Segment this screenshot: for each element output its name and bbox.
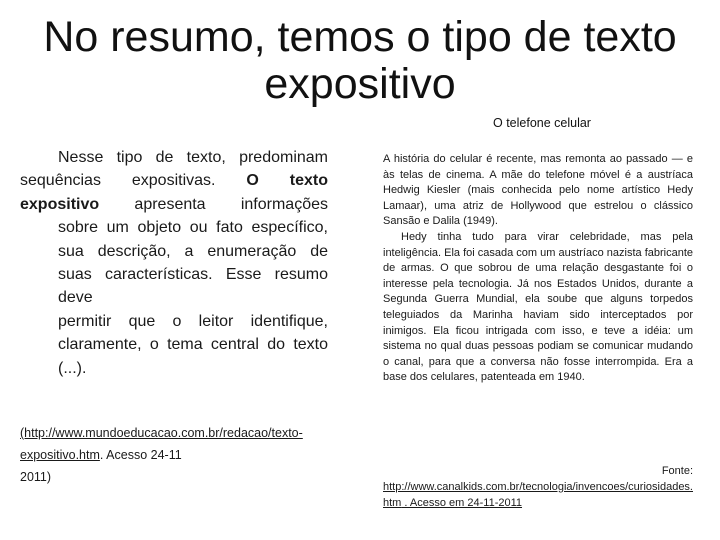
- slide-title: [0, 14, 720, 108]
- left-text-4: permitir que o leitor identifique, claramente, o tema central do texto (...).: [58, 312, 328, 377]
- subtitle: O telefone celular: [493, 116, 591, 130]
- left-text-block: [20, 146, 328, 380]
- right-source: [383, 463, 693, 511]
- left-paragraph-2: [20, 216, 328, 310]
- right-text-block: [383, 152, 693, 386]
- left-text-3: sobre um objeto ou fato específico, sua descrição, a enumeração de suas características. Esse resumo deve: [58, 219, 328, 307]
- source-link-left[interactable]: (http://www.mundoeducacao.com.br/redacao/texto-expositivo.htm: [20, 426, 303, 462]
- left-text-2: apresenta informações: [99, 195, 328, 213]
- source-year-left: 2011): [20, 470, 52, 484]
- title-line-1: No resumo, temos o tipo de texto: [43, 13, 677, 61]
- source-link-right[interactable]: http://www.canalkids.com.br/tecnologia/invencoes/curiosidades.htm: [383, 481, 693, 509]
- source-access-left: . Acesso 24-11: [99, 448, 182, 462]
- left-paragraph-3: [20, 310, 328, 380]
- source-access-right: . Acesso em 24-11-2011: [401, 497, 523, 509]
- title-line-2: expositivo: [264, 60, 456, 108]
- left-paragraph-1: [20, 146, 328, 216]
- left-source: [20, 422, 328, 488]
- source-label: Fonte:: [661, 465, 693, 477]
- bold-phrase: O texto expositivo: [20, 172, 329, 213]
- right-paragraph-1: A história do celular é recente, mas remonta ao passado — e às telas de cinema. A mãe do telefone móvel é a austríaca Hedwig Kiesler (mais conhecida pelo nome artístico Hedy Lamaar), uma atriz de Hollywood que estrelou o clássico Sansão e Dalila (1949).: [383, 153, 693, 228]
- right-paragraph-2: Hedy tinha tudo para virar celebridade, mas pela inteligência. Ela foi casada com um austríaco nazista fabricante de armas. O que sobrou de uma relação desgastante foi o interesse pela tecnologia. Já nos Estados Unidos, durante a Segunda Guerra Mundial, ela soube que alguns torpedos teleguiados da Marinha haviam sido interceptados por inimigos. Ela ficou intrigada com isso, e teve a idéia: um sistema no qual duas pessoas podiam se comunicar mudando o canal, para que a conversa não fosse interrompida. Era a base dos celulares, patenteada em 1940.: [383, 230, 693, 384]
- left-text-1: Nesse tipo de texto, predominam sequências expositivas.: [20, 149, 328, 190]
